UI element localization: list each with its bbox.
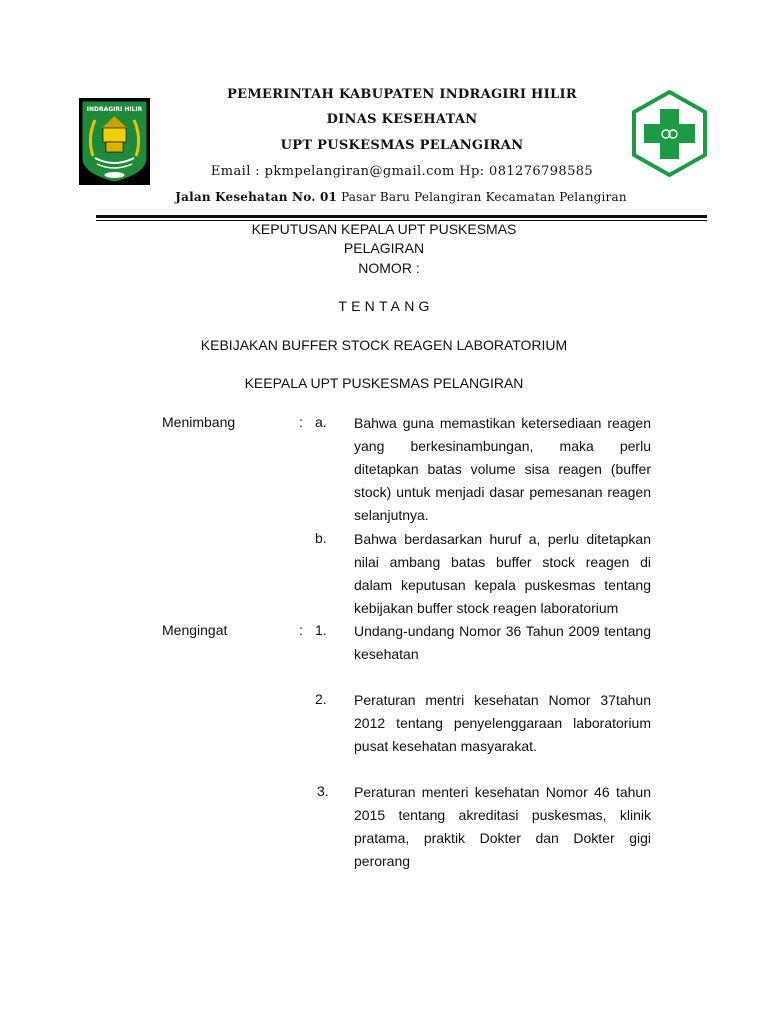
address-area: Pasar Baru Pelangiran Kecamatan Pelangiran bbox=[337, 190, 627, 204]
letterhead-rule-thick bbox=[96, 215, 707, 218]
header-institution: UPT PUSKESMAS PELANGIRAN bbox=[280, 138, 524, 153]
header-address bbox=[17, 190, 768, 204]
address-street: Jalan Kesehatan No. 01 bbox=[175, 190, 338, 204]
header-government: PEMERINTAH KABUPATEN INDRAGIRI HILIR bbox=[227, 87, 577, 102]
header-department: DINAS KESEHATAN bbox=[326, 112, 478, 127]
decree-official: KEEPALA UPT PUSKESMAS PELANGIRAN bbox=[244, 375, 524, 391]
crest-lettering: INDRAGIRI HILIR bbox=[86, 106, 143, 113]
mengingat-mark-2: 2. bbox=[315, 691, 327, 707]
mengingat-mark-1: 1. bbox=[315, 622, 327, 638]
mengingat-item-3: Peraturan menteri kesehatan Nomor 46 tahun 2015 tentang akreditasi puskesmas, klinik pratama, praktik Dokter dan Dokter gigi perorang bbox=[354, 784, 651, 869]
mengingat-item-1: Undang-undang Nomor 36 Tahun 2009 tentang kesehatan bbox=[354, 623, 651, 662]
menimbang-mark-b: b. bbox=[315, 530, 327, 546]
header-contact: Email : pkmpelangiran@gmail.com Hp: 081276798585 bbox=[210, 164, 594, 179]
menimbang-item-a: Bahwa guna memastikan ketersediaan reagen yang berkesinambungan, maka perlu ditetapkan batas volume sisa reagen (buffer stock) untuk menjadi dasar pemesanan reagen selanjutnya. bbox=[354, 415, 651, 523]
tentang-heading: TENTANG bbox=[338, 298, 434, 314]
menimbang-colon: : bbox=[299, 414, 303, 430]
mengingat-mark-3: 3. bbox=[317, 783, 329, 799]
mengingat-label: Mengingat bbox=[162, 622, 228, 638]
decree-title-line1: KEPUTUSAN KEPALA UPT PUSKESMAS bbox=[251, 221, 517, 237]
mengingat-colon: : bbox=[299, 622, 303, 638]
decree-number: NOMOR : bbox=[358, 260, 420, 276]
menimbang-mark-a: a. bbox=[315, 414, 327, 430]
mengingat-item-2: Peraturan mentri kesehatan Nomor 37tahun 2012 tentang penyelenggaraan laboratorium pusat kesehatan masyarakat. bbox=[354, 692, 651, 754]
decree-subject: KEBIJAKAN BUFFER STOCK REAGEN LABORATORIUM bbox=[200, 337, 568, 353]
menimbang-item-b: Bahwa berdasarkan huruf a, perlu ditetapkan nilai ambang batas buffer stock reagen di dalam keputusan kepala puskesmas tentang kebijakan buffer stock reagen laboratorium bbox=[354, 531, 651, 616]
decree-title-line2: PELAGIRAN bbox=[343, 240, 425, 256]
menimbang-label: Menimbang bbox=[162, 414, 236, 430]
